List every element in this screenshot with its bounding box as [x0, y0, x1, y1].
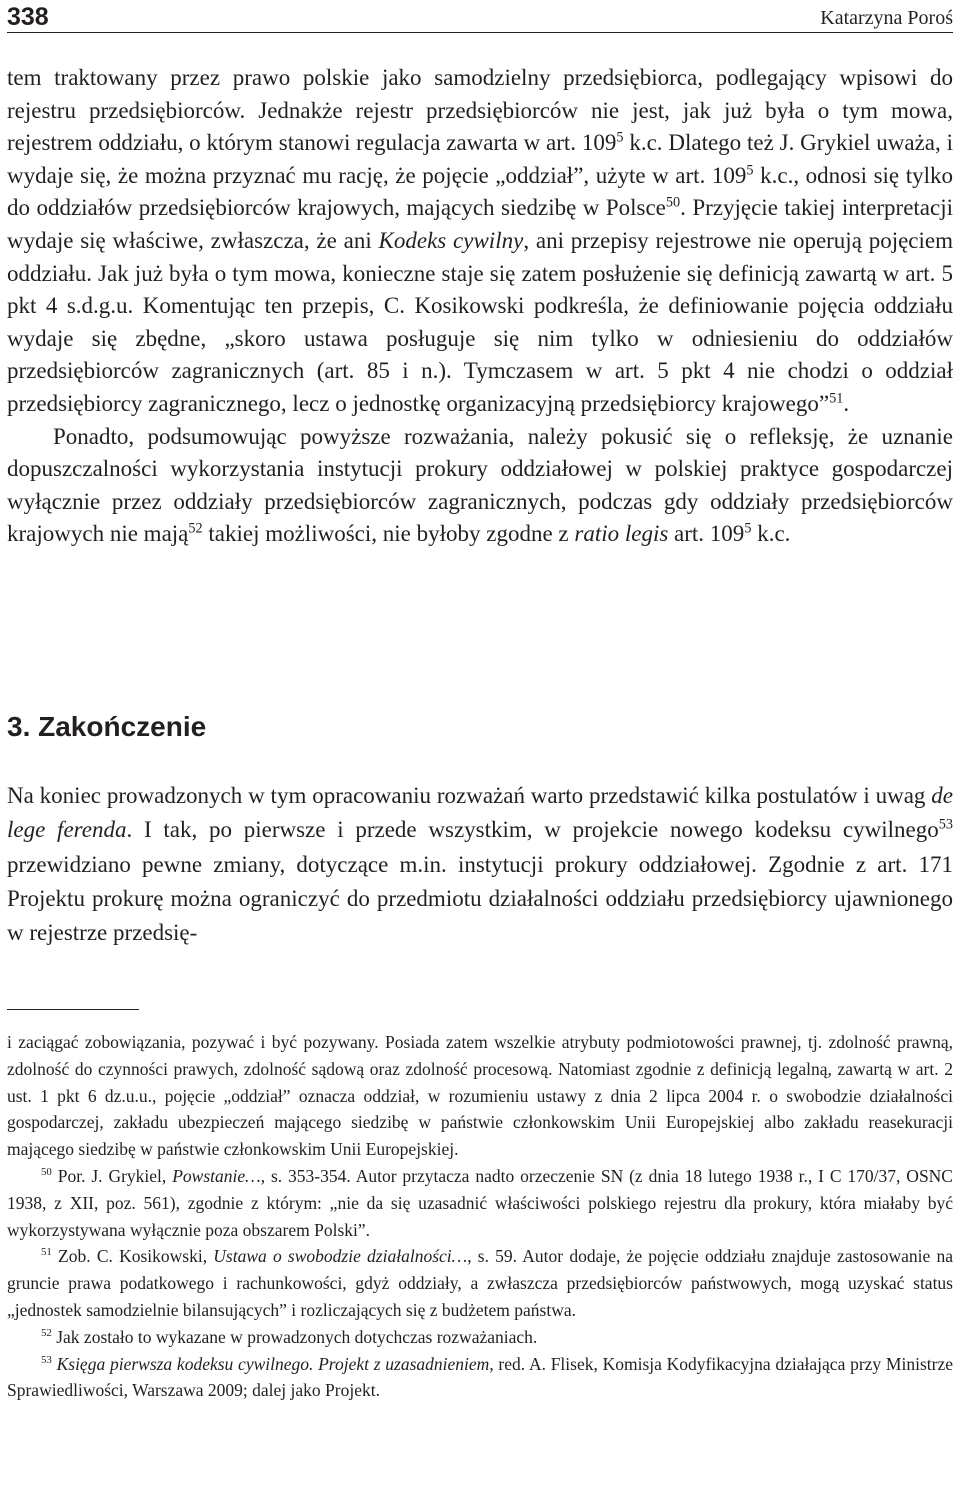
paragraph: Na koniec prowadzonych w tym opracowaniu rozważań warto przedstawić kilka postulatów i uwag de lege ferenda. I tak, po pierwsze i przede wszystkim, w projekcie nowego kodeksu cywilnego$^{53}$ przewidziano pewne zmiany, dotyczące m.in. instytucji prokury oddziałowej. Zgodnie z art. 171 Projektu prokurę można ograniczyć do przedmiotu działalności oddziału przedsiębiorcy ujawnionego w rejestrze przedsię-	[7, 783, 953, 946]
superscript: 5	[746, 162, 754, 179]
footnote-continuation: i zaciągać zobowiązania, pozywać i być pozywany. Posiada zatem wszelkie atrybuty podmiotowości prawnej, tj. zdolność prawną, zdolność do czynności prawych, zdolność sądową oraz zdolność procesową. Natomiast zgodnie z definicją legalną, zawartą w art. 2 ust. 1 pkt 6 dz.u.u., pojęcie „oddział” oznacza oddział, w rozumieniu ustawy z dnia 2 lipca 2004 r. o swobodzie działalności gospodarczej, zakładu ubezpieczeń mającego siedzibę w państwie członkowskim Unii Europejskiej albo zakładu reasekuracji mającego siedzibę w państwie członkowskim Unii Europejskiej.	[7, 1032, 953, 1160]
conclusion-text	[7, 779, 953, 950]
footnote-ref-53: 53	[938, 816, 953, 833]
section-heading: 3. Zakończenie	[7, 711, 207, 742]
footnote-ref-50: 50	[665, 194, 681, 211]
superscript: 5	[744, 520, 752, 537]
footnote-ref-51: 51	[829, 390, 844, 407]
footnotes	[7, 1029, 953, 1404]
footnote-53: $^{53}$ Księga pierwsza kodeksu cywilnego. Projekt z uzasadnieniem, red. A. Flisek, Komisja Kodyfikacyjna działająca przy Ministrze Sprawiedliwości, Warszawa 2009; dalej jako Projekt.	[7, 1353, 954, 1401]
paragraph: Ponadto, podsumowując powyższe rozważania, należy pokusić się o refleksję, że uznanie dopuszczalności wykorzystania instytucji prokury oddziałowej w polskiej praktyce gospodarczej wyłącznie przez oddziały przedsiębiorców zagranicznych, podczas gdy oddziały przedsiębiorców krajowych nie mają$^{52}$ takiej możliwości, nie byłoby zgodne z ratio legis art. $109^5$ k.c.	[7, 423, 953, 547]
footnote-divider	[7, 1009, 139, 1010]
running-header	[7, 2, 953, 33]
footnote-52: $^{52}$ Jak zostało to wykazane w prowadzonych dotychczas rozważaniach.	[41, 1326, 538, 1347]
footnote-ref-52: 52	[188, 520, 203, 537]
page-number: 338	[7, 3, 49, 31]
footnote-51: $^{51}$ Zob. C. Kosikowski, Ustawa o swobodzie działalności…, s. 59. Autor dodaje, że pojęcie oddziału znajduje zastosowanie na gruncie prawa podatkowego i rachunkowości, gdyż oddziały, a zwłaszcza przedsiębiorców państwowych, mogą uzyskać status „jednostek samodzielnie bilansujących” i rozliczających się z budżetem państwa.	[7, 1246, 953, 1320]
running-head-author: Katarzyna Poroś	[820, 7, 953, 29]
body-text	[7, 62, 953, 551]
paragraph: tem traktowany przez prawo polskie jako samodzielny przedsiębiorca, podlegający wpisowi do rejestru przedsiębiorców. Jednakże rejestr przedsiębiorców nie jest, jak już była o tym mowa, rejestrem oddziału, o którym stanowi regulacja zawarta w art. $109^5$ k.c. Dlatego też J. Grykiel uważa, i wydaje się, że można przyznać mu rację, że pojęcie „oddział”, użyte w art. $109^5$ k.c., odnosi się tylko do oddziałów przedsiębiorców krajowych, mających siedzibę w Polsce$^{50}$. Przyjęcie takiej interpretacji wydaje się właściwe, zwłaszcza, że ani Kodeks cywilny, ani przepisy rejestrowe nie operują pojęciem oddziału. Jak już była o tym mowa, konieczne staje się zatem posłużenie się definicją zawartą w art. 5 pkt 4 s.d.g.u. Komentując ten przepis, C. Kosikowski podkreśla, że definiowanie pojęcia oddziału wydaje się zbędne, „skoro ustawa posługuje się nim tylko w odniesieniu do oddziałów przedsiębiorców zagranicznych (art. 85 i n.). Tymczasem w art. 5 pkt 4 nie chodzi o oddział przedsiębiorcy zagranicznego, lecz o jednostkę organizacyjną przedsiębiorcy krajowego”$^{51}$.	[7, 65, 953, 416]
footnote-50: $^{50}$ Por. J. Grykiel, Powstanie…, s. 353-354. Autor przytacza nadto orzeczenie SN (z dnia 18 lutego 1938 r., I C 170/37, OSNC 1938, z XII, poz. 561), zgodnie z którym: „nie da się uzasadnić właściwości polskiego rejestru dla prokury, która miałaby być wykorzystywana wyłącznie poza obszarem Polski”.	[7, 1165, 953, 1240]
superscript: 5	[616, 129, 624, 146]
